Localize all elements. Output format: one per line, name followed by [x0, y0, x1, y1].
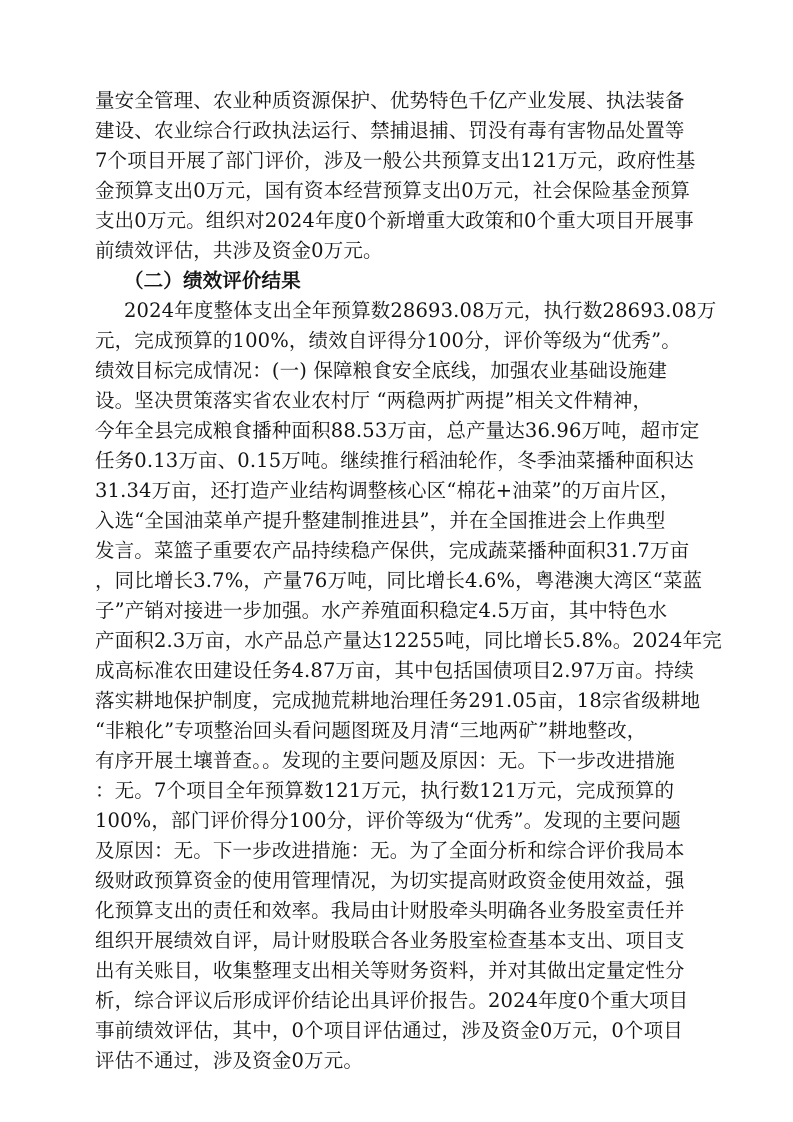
- body-text-line: 事前绩效评估，其中，0个项目评估通过，涉及资金0万元，0个项目: [95, 1019, 683, 1042]
- body-text-line: 绩效目标完成情况：(一) 保障粮食安全底线，加强农业基础设施建: [95, 359, 668, 382]
- body-text-line: 100%，部门评价得分100分，评价等级为“优秀”。发现的主要问题: [95, 809, 681, 832]
- body-text-line: 31.34万亩，还打造产业结构调整核心区“棉花+油菜”的万亩片区，: [95, 479, 680, 502]
- body-text-line: 及原因：无。下一步改进措施：无。为了全面分析和综合评价我局本: [95, 839, 685, 862]
- body-text-line: 设。坚决贯策落实省农业农村厅 “两稳两扩两提”相关文件精神，: [95, 389, 653, 412]
- body-text-line: 评估不通过，涉及资金0万元。: [95, 1049, 364, 1072]
- body-text-line: 落实耕地保护制度，完成抛荒耕地治理任务291.05亩，18宗省级耕地: [95, 689, 701, 712]
- body-text-line: 任务0.13万亩、0.15万吨。继续推行稻油轮作，冬季油菜播种面积达: [95, 449, 694, 472]
- body-text-line: 有序开展土壤普查。。发现的主要问题及原因：无。下一步改进措施: [95, 749, 675, 772]
- body-text-line: 产面积2.3万亩，水产品总产量达12255吨，同比增长5.8%。2024年完: [95, 629, 722, 652]
- body-text-line: 今年全县完成粮食播种面积88.53万亩，总产量达36.96万吨，超市定: [95, 419, 700, 442]
- body-text-line: 组织开展绩效自评，局计财股联合各业务股室检查基本支出、项目支: [95, 929, 685, 952]
- body-text-line: 量安全管理、农业种质资源保护、优势特色千亿产业发展、执法装备: [95, 89, 685, 112]
- section-heading: （二）绩效评价结果: [124, 269, 301, 292]
- body-text-line: ：无。7个项目全年预算数121万元，执行数121万元，完成预算的: [95, 779, 675, 802]
- body-text-line: 2024年度整体支出全年预算数28693.08万元，执行数28693.08万: [124, 299, 717, 322]
- body-text-line: 成高标准农田建设任务4.87万亩，其中包括国债项目2.97万亩。持续: [95, 659, 694, 682]
- body-text-line: 子”产销对接进一步加强。水产养殖面积稳定4.5万亩，其中特色水: [95, 599, 668, 622]
- body-text-line: 发言。菜篮子重要农产品持续稳产保供，完成蔬菜播种面积31.7万亩: [95, 539, 690, 562]
- body-text-line: 元，完成预算的100%，绩效自评得分100分，评价等级为“优秀”。: [95, 329, 681, 352]
- body-text-line: 化预算支出的责任和效率。我局由计财股牵头明确各业务股室责任并: [95, 899, 685, 922]
- body-text-line: 7个项目开展了部门评价，涉及一般公共预算支出121万元，政府性基: [95, 149, 696, 172]
- body-text-line: 前绩效评估，共涉及资金0万元。: [95, 239, 383, 262]
- body-text-line: 金预算支出0万元，国有资本经营预算支出0万元，社会保险基金预算: [95, 179, 690, 202]
- body-text-line: 建设、农业综合行政执法运行、禁捕退捕、罚没有毒有害物品处置等: [95, 119, 685, 142]
- body-text-line: 入选“全国油菜单产提升整建制推进县”，并在全国推进会上作典型: [95, 509, 666, 532]
- body-text-line: 析，综合评议后形成评价结论出具评价报告。2024年度0个重大项目: [95, 989, 689, 1012]
- body-text-line: “非粮化”专项整治回头看问题图斑及月清“三地两矿”耕地整改，: [95, 719, 647, 742]
- body-text-line: ，同比增长3.7%，产量76万吨，同比增长4.6%，粤港澳大湾区“菜蓝: [95, 569, 703, 592]
- body-text-line: 支出0万元。组织对2024年度0个新增重大政策和0个重大项目开展事: [95, 209, 694, 232]
- body-text-line: 出有关账目，收集整理支出相关等财务资料，并对其做出定量定性分: [95, 959, 685, 982]
- body-text-line: 级财政预算资金的使用管理情况，为切实提高财政资金使用效益，强: [95, 869, 685, 892]
